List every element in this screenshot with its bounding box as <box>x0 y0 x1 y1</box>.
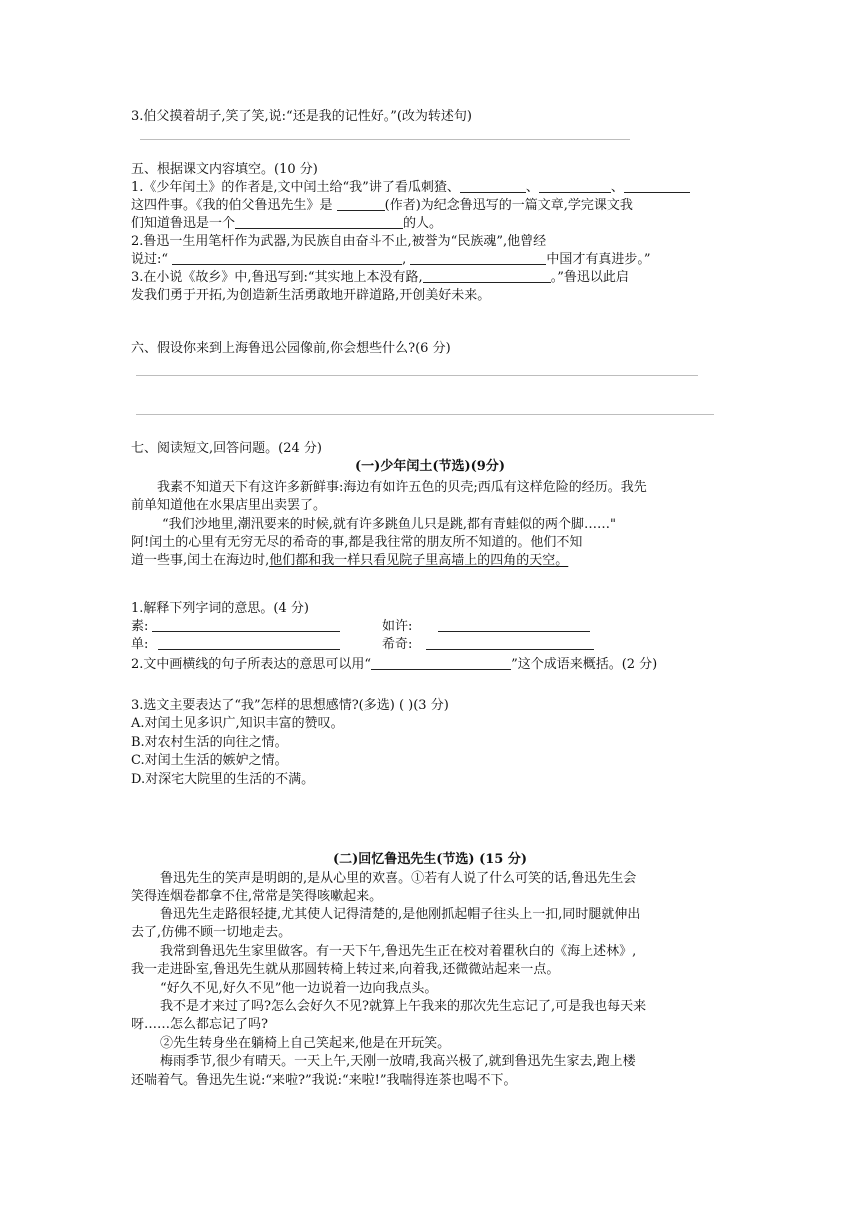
section5-heading: 五、根据课文内容填空。(10 分) <box>131 162 318 177</box>
s5-sep1: 、 <box>525 180 539 195</box>
q7-1: 1.解释下列字词的意思。(4 分) <box>131 601 309 616</box>
passage2-r7a: 梅雨季节,很少有晴天。一天上午,天刚一放晴,我高兴极了,就到鲁迅先生家去,跑上楼 <box>160 1054 636 1069</box>
option-c[interactable]: C.对闰土生活的嫉妒之情。 <box>131 753 288 768</box>
word-ruxu: 如许: <box>382 619 413 634</box>
passage2-title: (二)回忆鲁迅先生(节选) (15 分) <box>332 852 528 867</box>
s5-l6-text-b: 。”鲁迅以此启 <box>550 270 629 285</box>
s5-l2-text-b: (作者)为纪念鲁迅写的一篇文章,学完课文我 <box>384 198 633 213</box>
blank-idiom[interactable] <box>371 656 511 670</box>
s5-comma: , <box>402 252 407 267</box>
passage2-r4: “好久不见,好久不见”他一边说着一边向我点头。 <box>160 981 438 996</box>
passage2-r1a: 鲁迅先生的笑声是明朗的,是从心里的欢喜。①若有人说了什么可笑的话,鲁迅先生会 <box>160 871 637 886</box>
word-row-2b <box>382 636 594 654</box>
blank-story-2[interactable] <box>460 179 526 193</box>
q7-2-text: 2.文中画横线的句子所表达的意思可以用“ <box>131 657 372 672</box>
passage2-r1b: 笑得连烟卷都拿不住,常常是笑得咳嗽起来。 <box>131 889 383 904</box>
passage2-r7b: 还喘着气。鲁迅先生说:“来啦?”我说:“来啦!”我喘得连茶也喝不下。 <box>131 1073 517 1088</box>
s5-l5-text-c: 中国才有真进步。” <box>546 252 651 267</box>
blank-su[interactable] <box>152 618 340 632</box>
q7-2 <box>131 656 657 674</box>
option-b[interactable]: B.对农村生活的向往之情。 <box>131 735 288 750</box>
s5-sep2: 、 <box>610 180 624 195</box>
word-dan: 单: <box>131 637 149 652</box>
passage1-title: (一)少年闰土(节选)(9分) <box>355 459 505 474</box>
s5-l2-text: 这四件事。《我的伯父鲁迅先生》是 <box>131 198 337 213</box>
word-xiqi: 希奇: <box>382 637 413 652</box>
q3-answer-line[interactable] <box>140 139 630 140</box>
section5-line5 <box>131 251 650 269</box>
passage2-r6: ②先生转身坐在躺椅上自己笑起来,他是在开玩笑。 <box>160 1036 451 1051</box>
blank-xiqi[interactable] <box>426 636 594 650</box>
blank-dan[interactable] <box>158 636 340 650</box>
passage2-r2b: 去了,仿佛不顾一切地走去。 <box>131 925 292 940</box>
blank-quote-1[interactable] <box>172 251 402 265</box>
s5-l6-text: 3.在小说《故乡》中,鲁迅写到:“其实地上本没有路, <box>131 270 423 285</box>
blank-story-4[interactable] <box>624 179 690 193</box>
passage1-p2c-text: 道一些事,闰土在海边时, <box>131 553 270 568</box>
underlined-sentence: 他们都和我一样只看见院子里高墙上的四角的天空。 <box>269 553 569 568</box>
word-row-1b <box>382 618 590 636</box>
passage1-p2c <box>131 552 568 570</box>
blank-quote-2[interactable] <box>410 251 546 265</box>
q3-rewrite-item: 3.伯父摸着胡子,笑了笑,说:“还是我的记性好。”(改为转述句) <box>131 109 472 124</box>
section5-line3 <box>131 215 442 233</box>
section5-line1 <box>131 179 690 197</box>
s5-l1-text: 1.《少年闰土》的作者是,文中闰土给“我”讲了看瓜刺猹、 <box>131 180 460 195</box>
passage1-p2a: “我们沙地里,潮汛要来的时候,就有许多跳鱼儿只是跳,都有青蛙似的两个脚……" <box>162 517 617 532</box>
section5-line6 <box>131 269 629 287</box>
s5-l5-text: 说过:“ <box>131 252 173 267</box>
word-row-2 <box>131 636 340 654</box>
section6-answer-line-1[interactable] <box>136 375 698 376</box>
q7-3: 3.选文主要表达了“我”怎样的思想感情?(多选) ( )(3 分) <box>131 698 449 713</box>
section5-line2 <box>131 197 633 215</box>
passage1-p1b: 前单知道他在水果店里出卖罢了。 <box>131 498 327 513</box>
option-d[interactable]: D.对深宅大院里的生活的不满。 <box>131 772 315 787</box>
passage2-r3a: 我常到鲁迅先生家里做客。有一天下午,鲁迅先生正在校对着瞿秋白的《海上述林》, <box>160 944 637 959</box>
word-su: 素: <box>131 619 149 634</box>
q7-2-text-b: ”这个成语来概括。(2 分) <box>511 657 658 672</box>
passage2-r5a: 我不是才来过了吗?怎么会好久不见?就算上午我来的那次先生忘记了,可是我也每天来 <box>160 999 647 1014</box>
section6-answer-line-2[interactable] <box>136 414 714 415</box>
blank-road-quote[interactable] <box>423 269 551 283</box>
blank-luxun-trait[interactable] <box>235 215 403 229</box>
s5-l3-text: 们知道鲁迅是一个 <box>131 216 236 231</box>
passage2-r3b: 我一走进卧室,鲁迅先生就从那圆转椅上转过来,向着我,还微微站起来一点。 <box>131 962 560 977</box>
s5-l3-text-b: 的人。 <box>403 216 443 231</box>
blank-story-3[interactable] <box>539 179 611 193</box>
passage1-p1a: 我素不知道天下有这许多新鲜事:海边有如许五色的贝壳;西瓜有这样危险的经历。我先 <box>157 480 647 495</box>
blank-author[interactable] <box>337 197 385 211</box>
section7-heading: 七、阅读短文,回答问题。(24 分) <box>131 441 322 456</box>
passage1-p2b: 阿!闰土的心里有无穷无尽的希奇的事,都是我往常的朋友所不知道的。他们不知 <box>131 535 583 550</box>
passage2-r2a: 鲁迅先生走路很轻捷,尤其使人记得清楚的,是他刚抓起帽子往头上一扣,同时腿就伸出 <box>160 907 641 922</box>
section5-line7: 发我们勇于开拓,为创造新生活勇敢地开辟道路,开创美好未来。 <box>131 288 491 303</box>
word-row-1 <box>131 618 340 636</box>
section6-heading: 六、假设你来到上海鲁迅公园像前,你会想些什么?(6 分) <box>131 341 451 356</box>
blank-ruxu[interactable] <box>438 618 590 632</box>
passage2-r5b: 呀……怎么都忘记了吗? <box>131 1017 268 1032</box>
option-a[interactable]: A.对闰土见多识广,知识丰富的赞叹。 <box>131 716 344 731</box>
section5-line4: 2.鲁迅一生用笔杆作为武器,为民族自由奋斗不止,被誉为“民族魂”,他曾经 <box>131 234 547 249</box>
